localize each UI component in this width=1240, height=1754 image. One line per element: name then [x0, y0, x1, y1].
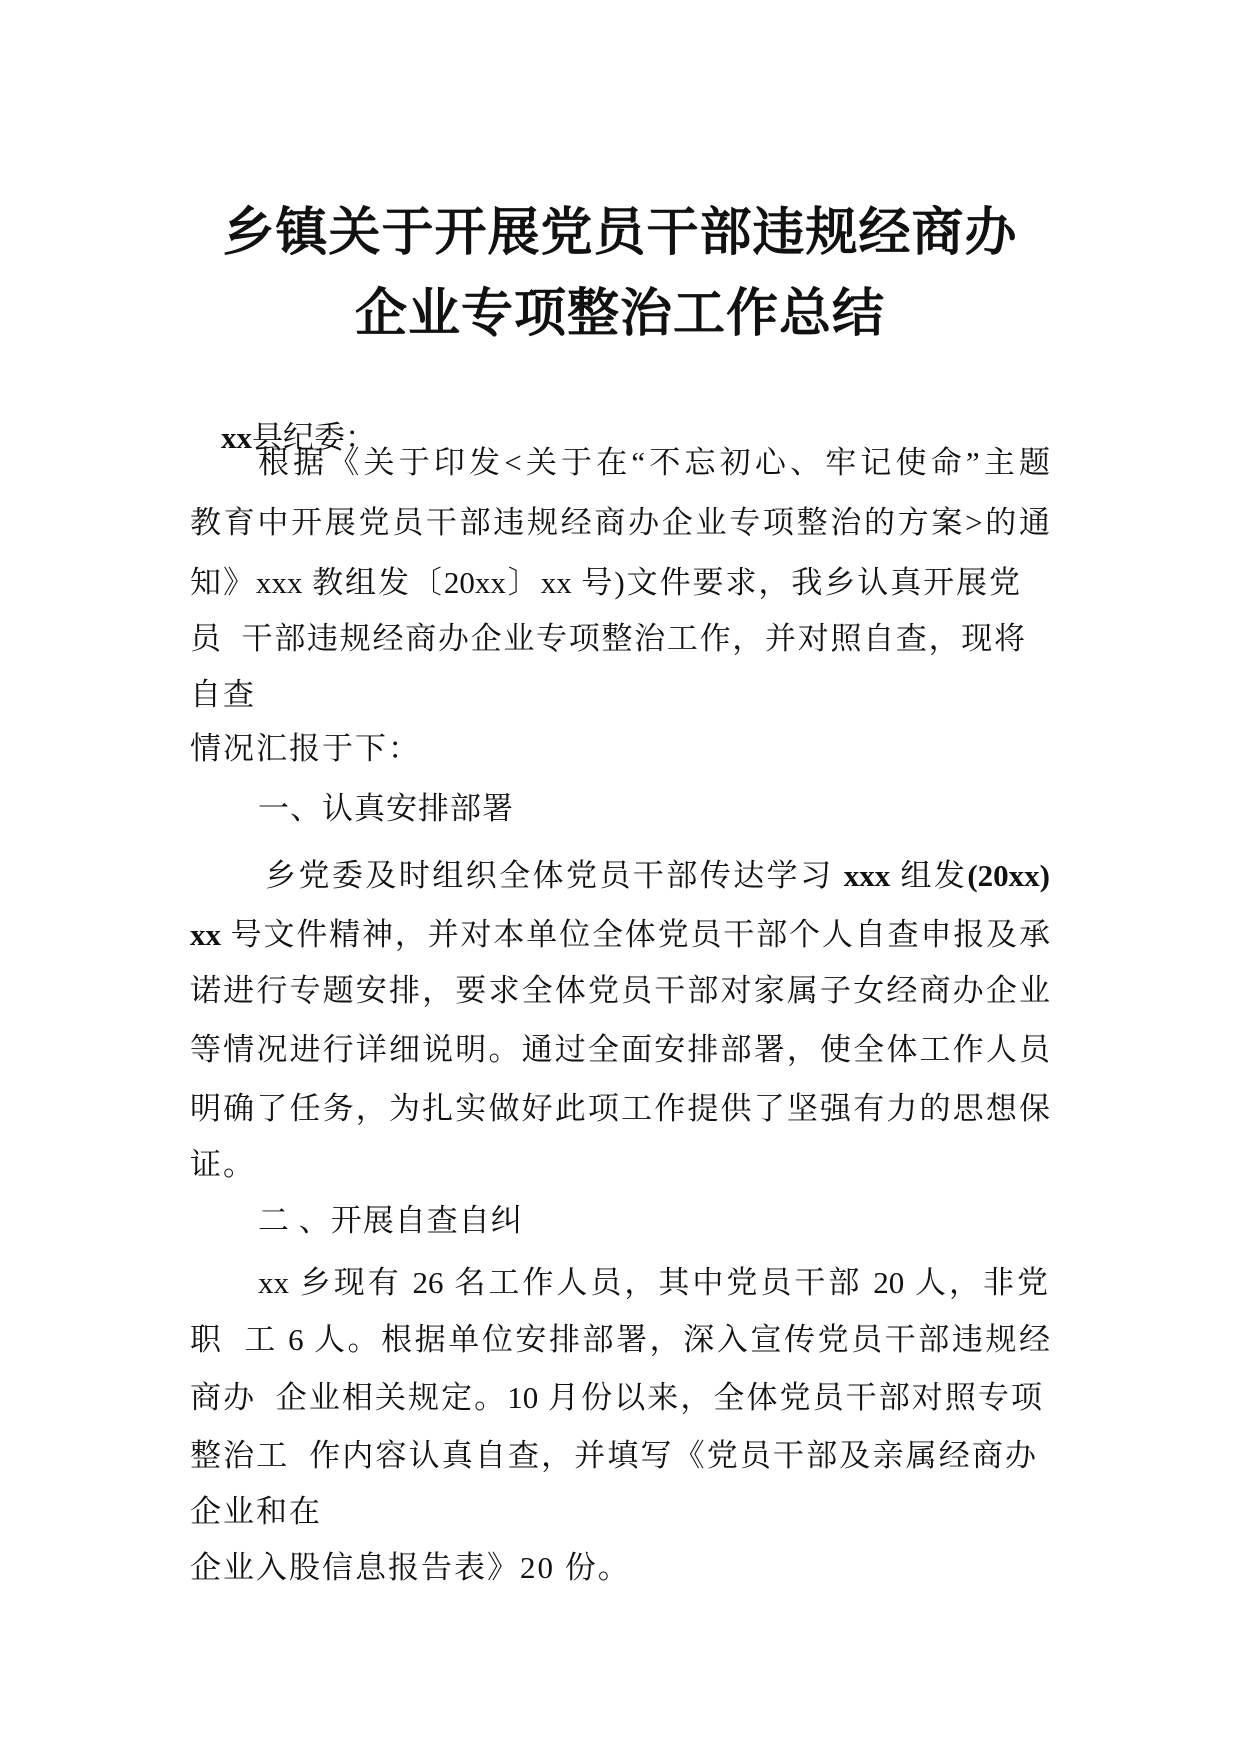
- document-title-line: 企业专项整治工作总结: [354, 284, 885, 344]
- section-paragraph-line: 证。: [190, 1147, 256, 1182]
- section-paragraph-line: 企业入股信息报告表》20 份。: [190, 1550, 631, 1585]
- section-paragraph-line: [265, 856, 1050, 896]
- section-paragraph-line: [190, 915, 1050, 955]
- intro-paragraph-line: 员 干部违规经商办企业专项整治工作，并对照自查，现将: [190, 621, 1025, 656]
- recipient-name: 县纪委：: [252, 420, 376, 455]
- bold-reference-code: (20xx): [967, 858, 1051, 893]
- line-segment: 号文件精神，并对本单位全体党员干部个人自查申报及承: [221, 917, 1050, 952]
- section-paragraph-line: 企业和在: [190, 1494, 322, 1529]
- line-segment: 组发: [890, 858, 968, 893]
- section-paragraph-line: 职 工 6 人。根据单位安排部署，深入宣传党员干部违规经: [190, 1322, 1050, 1357]
- section-paragraph-line: xx 乡现有 26 名工作人员，其中党员干部 20 人，非党: [258, 1265, 1048, 1300]
- intro-paragraph-line: 自查: [190, 677, 256, 712]
- section-paragraph-line: 等情况进行详细说明。通过全面安排部署，使全体工作人员: [190, 1032, 1050, 1067]
- intro-paragraph-line: 教育中开展党员干部违规经商办企业专项整治的方案>的通: [190, 505, 1050, 540]
- bold-reference-code: xx: [190, 917, 221, 952]
- intro-paragraph-line: 根据《关于印发<关于在“不忘初心、牢记使命”主题: [258, 445, 1050, 480]
- document-title-line: 乡镇关于开展党员干部违规经商办: [222, 203, 1018, 263]
- recipient-prefix: xx: [221, 420, 252, 455]
- section-paragraph-line: 明确了任务，为扎实做好此项工作提供了坚强有力的思想保: [190, 1091, 1050, 1126]
- section-paragraph-line: 诺进行专题安排，要求全体党员干部对家属子女经商办企业: [190, 973, 1050, 1008]
- section-heading: 二 、开展自查自纠: [258, 1203, 523, 1238]
- section-heading: 一、认真安排部署: [258, 791, 514, 826]
- bold-reference-code: xxx: [843, 858, 891, 893]
- section-paragraph-line: 整治工 作内容认真自查，并填写《党员干部及亲属经商办: [190, 1438, 1036, 1473]
- line-segment: 乡党委及时组织全体党员干部传达学习: [265, 858, 844, 893]
- intro-paragraph-line: 知》xxx 教组发〔20xx〕xx 号)文件要求，我乡认真开展党: [190, 565, 1020, 600]
- section-paragraph-line: 商办 企业相关规定。10 月份以来，全体党员干部对照专项: [190, 1380, 1042, 1415]
- intro-paragraph-line: 情况汇报于下：: [190, 731, 421, 766]
